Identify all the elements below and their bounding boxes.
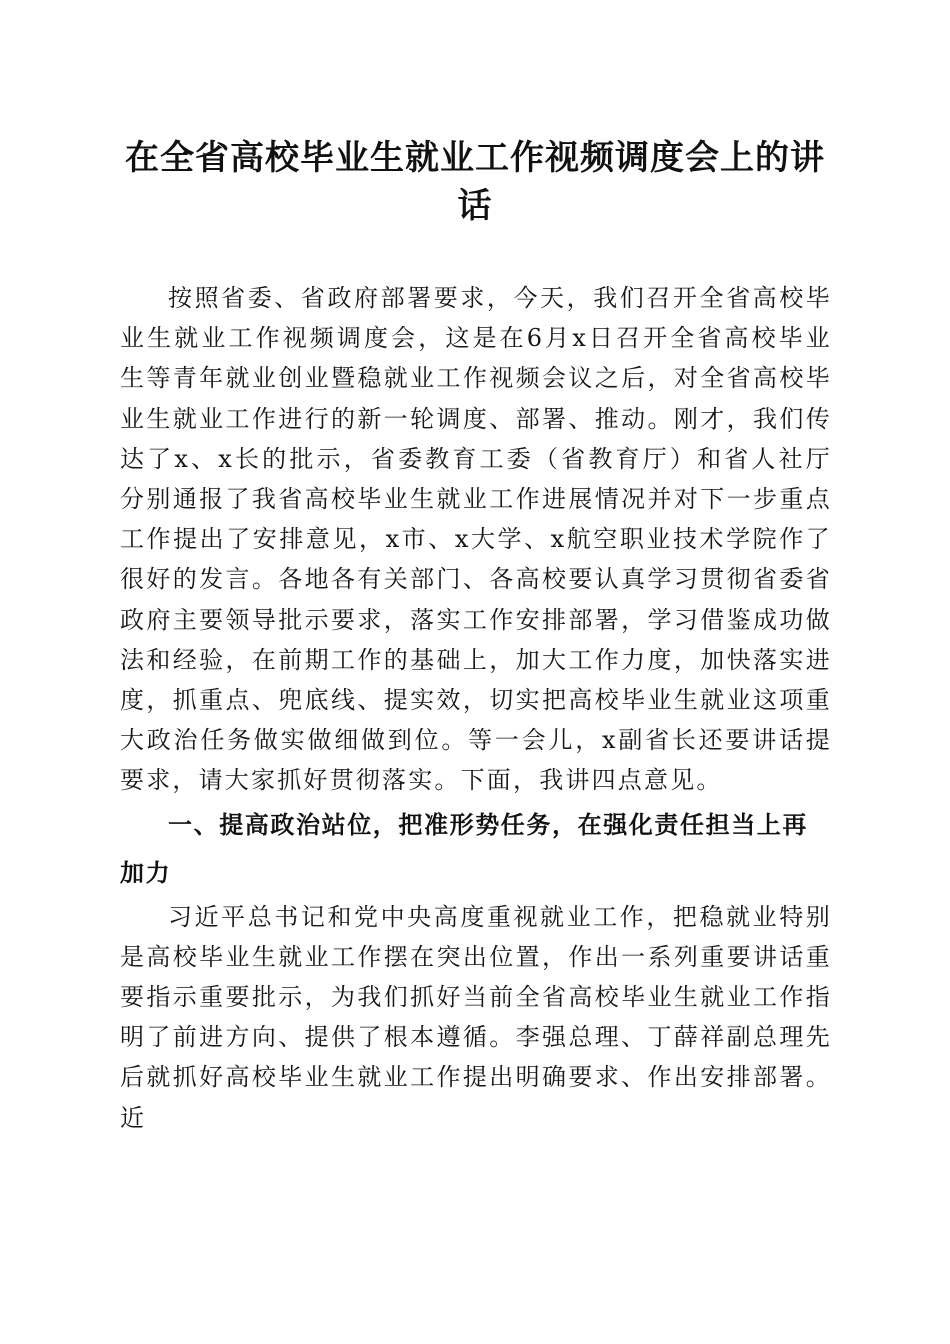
intro-paragraph: 按照省委、省政府部署要求，今天，我们召开全省高校毕业生就业工作视频调度会，这是在6月x日召开全省高校毕业生等青年就业创业暨稳就业工作视频会议之后，对全省高校毕业生就业工作进行的新一轮调度、部署、推动。刚才，我们传达了x、x长的批示，省委教育工委（省教育厅）和省人社厅分别通报了我省高校毕业生就业工作进展情况并对下一步重点工作提出了安排意见，x市、x大学、x航空职业技术学院作了很好的发言。各地各有关部门、各高校要认真学习贯彻省委省政府主要领导批示要求，落实工作安排部署，学习借鉴成功做法和经验，在前期工作的基础上，加大工作力度，加快落实进度，抓重点、兜底线、提实效，切实把高校毕业生就业这项重大政治任务做实做细做到位。等一会儿，x副省长还要讲话提要求，请大家抓好贯彻落实。下面，我讲四点意见。 xyxy=(120,284,832,795)
section-1-heading: 一、提高政治站位，把准形势任务，在强化责任担当上再加力 xyxy=(120,810,808,887)
document-body xyxy=(120,278,832,1138)
section-1-paragraph: 习近平总书记和党中央高度重视就业工作，把稳就业特别是高校毕业生就业工作摆在突出位置，作出一系列重要讲话重要指示重要批示，为我们抓好当前全省高校毕业生就业工作指明了前进方向、提供了根本遵循。李强总理、丁薛祥副总理先后就抓好高校毕业生就业工作提出明确要求、作出安排部署。近 xyxy=(120,902,832,1132)
document-title: 在全省高校毕业生就业工作视频调度会上的讲话 xyxy=(125,138,825,226)
